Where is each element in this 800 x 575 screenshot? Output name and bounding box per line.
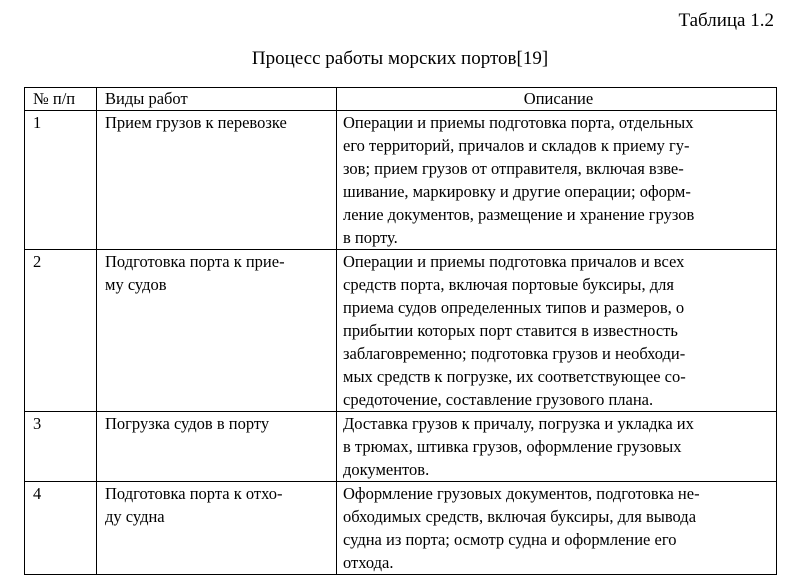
table-row	[25, 412, 777, 482]
header-work-type: Виды работ	[97, 88, 337, 111]
text-line: отхода.	[343, 553, 394, 572]
text-line: Операции и приемы подготовка причалов и всех	[343, 252, 685, 271]
header-row	[25, 88, 777, 111]
text-line: судна из порта; осмотр судна и оформление его	[343, 530, 677, 549]
text-line: Подготовка порта к прие-	[105, 252, 285, 271]
text-line: средств порта, включая портовые буксиры, для	[343, 275, 674, 294]
row-work-type	[97, 412, 337, 482]
text-line: Погрузка судов в порту	[105, 414, 270, 433]
text-line: Подготовка порта к отхо-	[105, 484, 283, 503]
process-table	[24, 87, 777, 575]
header-num: № п/п	[25, 88, 97, 111]
text-line: Прием грузов к перевозке	[105, 113, 287, 132]
table-label: Таблица 1.2	[678, 10, 774, 31]
text-line: мых средств к погрузке, их соответствующее со-	[343, 367, 686, 386]
table-row	[25, 111, 777, 250]
row-description	[337, 111, 777, 250]
text-line: Операции и приемы подготовка порта, отдельных	[343, 113, 694, 132]
text-line: средоточение, составление грузового плана.	[343, 390, 654, 409]
table-title: Процесс работы морских портов[19]	[251, 48, 549, 69]
text-line: шивание, маркировку и другие операции; оформ-	[343, 182, 691, 201]
row-description	[337, 250, 777, 412]
text-line: заблаговременно; подготовка грузов и необходи-	[343, 344, 686, 363]
row-num: 3	[25, 412, 97, 482]
row-num: 1	[25, 111, 97, 250]
text-line: ду судна	[105, 507, 165, 526]
text-line: Оформление грузовых документов, подготовка не-	[343, 484, 700, 503]
table-row	[25, 482, 777, 575]
row-description	[337, 482, 777, 575]
text-line: му судов	[105, 275, 167, 294]
row-num: 4	[25, 482, 97, 575]
text-line: прибытии которых порт ставится в известность	[343, 321, 678, 340]
text-line: в трюмах, штивка грузов, оформление грузовых	[343, 437, 682, 456]
text-line: его территорий, причалов и складов к приему гу-	[343, 136, 690, 155]
text-line: Доставка грузов к причалу, погрузка и укладка их	[343, 414, 694, 433]
table-row	[25, 250, 777, 412]
row-work-type	[97, 250, 337, 412]
text-line: в порту.	[343, 228, 398, 247]
text-line: зов; прием грузов от отправителя, включая взве-	[343, 159, 684, 178]
text-line: ление документов, размещение и хранение грузов	[343, 205, 695, 224]
text-line: приема судов определенных типов и размеров, о	[343, 298, 685, 317]
header-description: Описание	[337, 88, 777, 111]
row-num: 2	[25, 250, 97, 412]
row-work-type	[97, 482, 337, 575]
row-work-type	[97, 111, 337, 250]
text-line: обходимых средств, включая буксиры, для вывода	[343, 507, 697, 526]
row-description	[337, 412, 777, 482]
text-line: документов.	[343, 460, 430, 479]
